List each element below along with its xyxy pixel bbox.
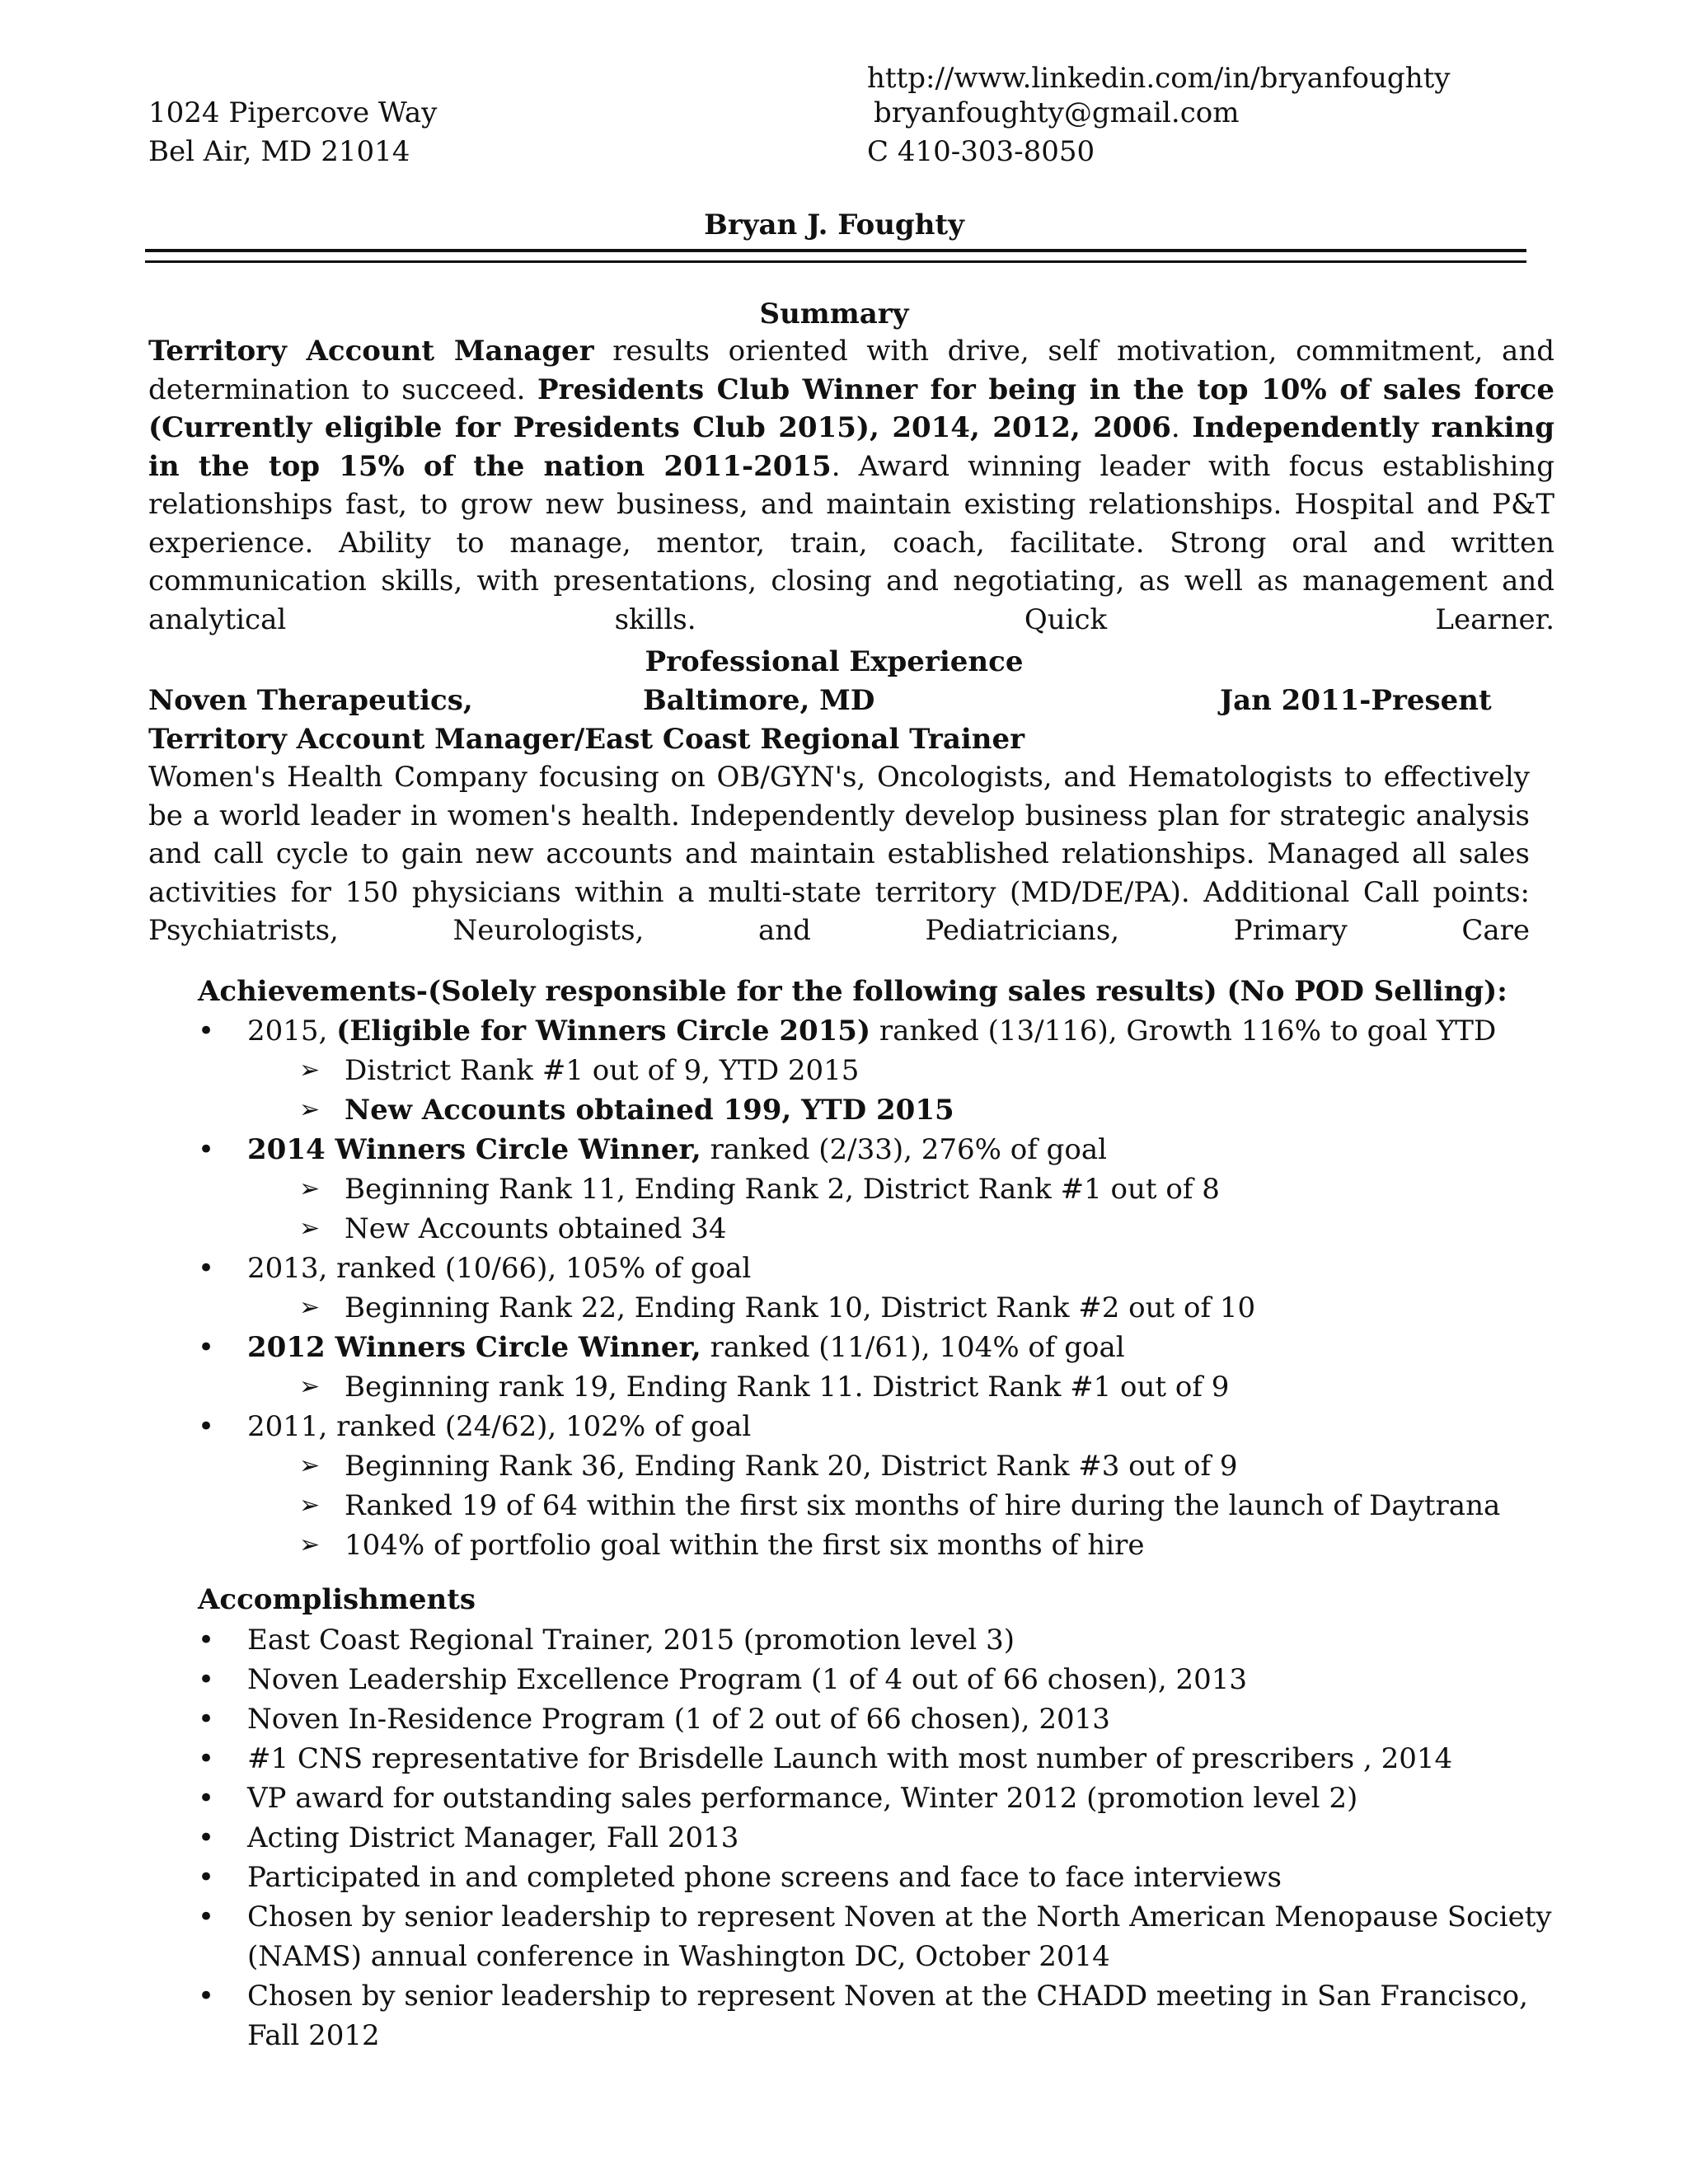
summary-text-2: .	[1170, 411, 1193, 444]
bullet-icon: •	[198, 1703, 215, 1736]
bullet-icon: •	[198, 1782, 215, 1815]
arrow-bullet-icon: ➢	[299, 1174, 321, 1203]
accomplishment-text: VP award for outstanding sales performance, Winter 2012 (promotion level 2)	[247, 1782, 1358, 1815]
achievement-text: 2015,	[247, 1015, 337, 1047]
accomplishment-text: Acting District Manager, Fall 2013	[247, 1821, 739, 1854]
accomplishment-item	[198, 1858, 1552, 1897]
achievement-subitem	[299, 1209, 1500, 1249]
arrow-bullet-icon: ➢	[299, 1056, 321, 1085]
accomplishments-list	[198, 1620, 1552, 2055]
arrow-bullet-icon: ➢	[299, 1293, 321, 1322]
bullet-icon: •	[198, 1331, 215, 1364]
arrow-bullet-icon: ➢	[299, 1451, 321, 1480]
achievements-list	[198, 1011, 1501, 1565]
accomplishment-item	[198, 1779, 1552, 1818]
achievement-subitem	[299, 1288, 1500, 1328]
summary-heading: Summary	[759, 298, 909, 330]
experience-heading: Professional Experience	[645, 645, 1024, 678]
achievement-subitem-text: New Accounts obtained 34	[345, 1212, 727, 1245]
bullet-icon: •	[198, 1742, 215, 1775]
accomplishment-text: East Coast Regional Trainer, 2015 (promotion level 3)	[247, 1624, 1015, 1657]
accomplishment-text: (NAMS) annual conference in Washington DC, October 2014	[247, 1940, 1110, 1973]
achievement-detail: ranked (2/33), 276% of goal	[701, 1133, 1108, 1166]
bullet-icon: •	[198, 1861, 215, 1894]
achievement-subitem	[299, 1169, 1500, 1209]
company-location: Baltimore, MD	[643, 684, 875, 717]
achievement-subitem	[299, 1051, 1500, 1090]
arrow-bullet-icon: ➢	[299, 1491, 321, 1520]
candidate-name: Bryan J. Foughty	[704, 209, 964, 241]
accomplishment-text: #1 CNS representative for Brisdelle Launch with most number of prescribers , 2014	[247, 1742, 1453, 1775]
address-line-2: Bel Air, MD 21014	[148, 135, 410, 168]
achievement-subitem	[299, 1446, 1500, 1486]
phone-number: C 410-303-8050	[867, 135, 1095, 168]
achievement-item	[198, 1249, 1500, 1288]
job-title: Territory Account Manager/East Coast Regional Trainer	[148, 723, 1025, 756]
achievements-heading: Achievements-(Solely responsible for the following sales results) (No POD Selling):	[198, 975, 1507, 1008]
achievement-subitem-text: Ranked 19 of 64 within the first six months of hire during the launch of Daytrana	[345, 1489, 1501, 1522]
bullet-icon: •	[198, 1015, 215, 1047]
header-divider	[145, 249, 1526, 263]
summary-title: Territory Account Manager	[148, 335, 594, 368]
achievement-item	[198, 1130, 1500, 1169]
accomplishment-item	[198, 1976, 1552, 2055]
bullet-icon: •	[198, 1663, 215, 1696]
accomplishment-text: Chosen by senior leadership to represent Noven at the CHADD meeting in San Francisco,	[247, 1980, 1528, 2013]
summary-ranking: Independently ranking in the top 15% of the nation 2011-2015	[148, 411, 1554, 483]
achievement-subitem	[299, 1486, 1501, 1526]
accomplishment-item	[198, 1739, 1552, 1779]
achievement-highlight: 2014 Winners Circle Winner,	[247, 1133, 701, 1166]
bullet-icon: •	[198, 1900, 215, 1933]
email-address[interactable]: bryanfoughty@gmail.com	[874, 96, 1240, 129]
job-description: Women's Health Company focusing on OB/GYN's, Oncologists, and Hematologists to effectively be a world leader in women's health. Independently develop business plan for strategic analysis and call cycle to gain new accounts and maintain established relationships. Managed all sales activities for 150 physicians within a multi-state territory (MD/DE/PA). Additional Call points: Psychiatrists, Neurologists, and Pediatricians, Primary Care	[148, 761, 1530, 947]
summary-text-3: . Award winning leader with focus establishing relationships fast, to grow new business, and maintain existing relationships. Hospital and P&T experience. Ability to manage, mentor, train, coach, facilitate. Strong oral and written communication skills, with presentations, closing and negotiating, as well as management and analytical skills. Quick Learner.	[148, 449, 1554, 636]
accomplishments-heading: Accomplishments	[198, 1583, 476, 1616]
arrow-bullet-icon: ➢	[299, 1372, 321, 1401]
accomplishment-item	[198, 1620, 1552, 1660]
bullet-icon: •	[198, 1821, 215, 1854]
achievement-text: 2013, ranked (10/66), 105% of goal	[247, 1252, 752, 1285]
achievement-item	[198, 1407, 1500, 1446]
achievement-subitem	[299, 1090, 1500, 1130]
summary-text-1: results oriented with drive, self motivation, commitment, and determination to succeed.	[148, 335, 1554, 406]
accomplishment-text: Chosen by senior leadership to represent Noven at the North American Menopause Society	[247, 1900, 1552, 1933]
accomplishment-text: Noven Leadership Excellence Program (1 of 4 out of 66 chosen), 2013	[247, 1663, 1248, 1696]
achievement-text: 2011, ranked (24/62), 102% of goal	[247, 1410, 752, 1443]
achievement-subitem	[299, 1367, 1500, 1407]
achievement-subitem-text: New Accounts obtained 199, YTD 2015	[345, 1094, 954, 1127]
accomplishment-text: Noven In-Residence Program (1 of 2 out of 66 chosen), 2013	[247, 1703, 1110, 1736]
summary-presidents-club: Presidents Club Winner for being in the top 10% of sales force (Currently eligible for Presidents Club 2015), 2014, 2012, 2006	[148, 373, 1554, 444]
company-name: Noven Therapeutics,	[148, 684, 473, 717]
achievement-highlight: 2012 Winners Circle Winner,	[247, 1331, 701, 1364]
achievement-subitem-text: 104% of portfolio goal within the first six months of hire	[345, 1529, 1145, 1562]
achievement-detail: ranked (13/116), Growth 116% to goal YTD	[870, 1015, 1497, 1047]
accomplishment-item	[198, 1897, 1552, 1976]
achievement-item	[198, 1011, 1500, 1051]
accomplishment-item	[198, 1699, 1552, 1739]
employment-dates: Jan 2011-Present	[1220, 684, 1492, 717]
achievement-highlight: (Eligible for Winners Circle 2015)	[336, 1015, 871, 1047]
accomplishment-text: Fall 2012	[247, 2019, 380, 2052]
bullet-icon: •	[198, 1133, 215, 1166]
bullet-icon: •	[198, 1624, 215, 1657]
arrow-bullet-icon: ➢	[299, 1214, 321, 1243]
achievement-subitem-text: Beginning rank 19, Ending Rank 11. District Rank #1 out of 9	[345, 1371, 1230, 1404]
arrow-bullet-icon: ➢	[299, 1095, 321, 1124]
accomplishment-item	[198, 1660, 1552, 1699]
achievement-subitem	[299, 1526, 1500, 1565]
achievement-item	[198, 1328, 1500, 1367]
achievement-detail: ranked (11/61), 104% of goal	[701, 1331, 1125, 1364]
bullet-icon: •	[198, 1980, 215, 2013]
achievement-subitem-text: Beginning Rank 11, Ending Rank 2, District Rank #1 out of 8	[345, 1173, 1220, 1206]
achievement-subitem-text: Beginning Rank 22, Ending Rank 10, District Rank #2 out of 10	[345, 1291, 1256, 1324]
summary-paragraph	[148, 332, 1554, 677]
linkedin-url[interactable]: http://www.linkedin.com/in/bryanfoughty	[867, 62, 1451, 95]
accomplishment-text: Participated in and completed phone screens and face to face interviews	[247, 1861, 1282, 1894]
accomplishment-item	[198, 1818, 1552, 1858]
address-line-1: 1024 Pipercove Way	[148, 96, 438, 129]
achievement-subitem-text: Beginning Rank 36, Ending Rank 20, District Rank #3 out of 9	[345, 1450, 1238, 1483]
arrow-bullet-icon: ➢	[299, 1530, 321, 1559]
bullet-icon: •	[198, 1252, 215, 1285]
achievement-subitem-text: District Rank #1 out of 9, YTD 2015	[345, 1054, 860, 1087]
bullet-icon: •	[198, 1410, 215, 1443]
